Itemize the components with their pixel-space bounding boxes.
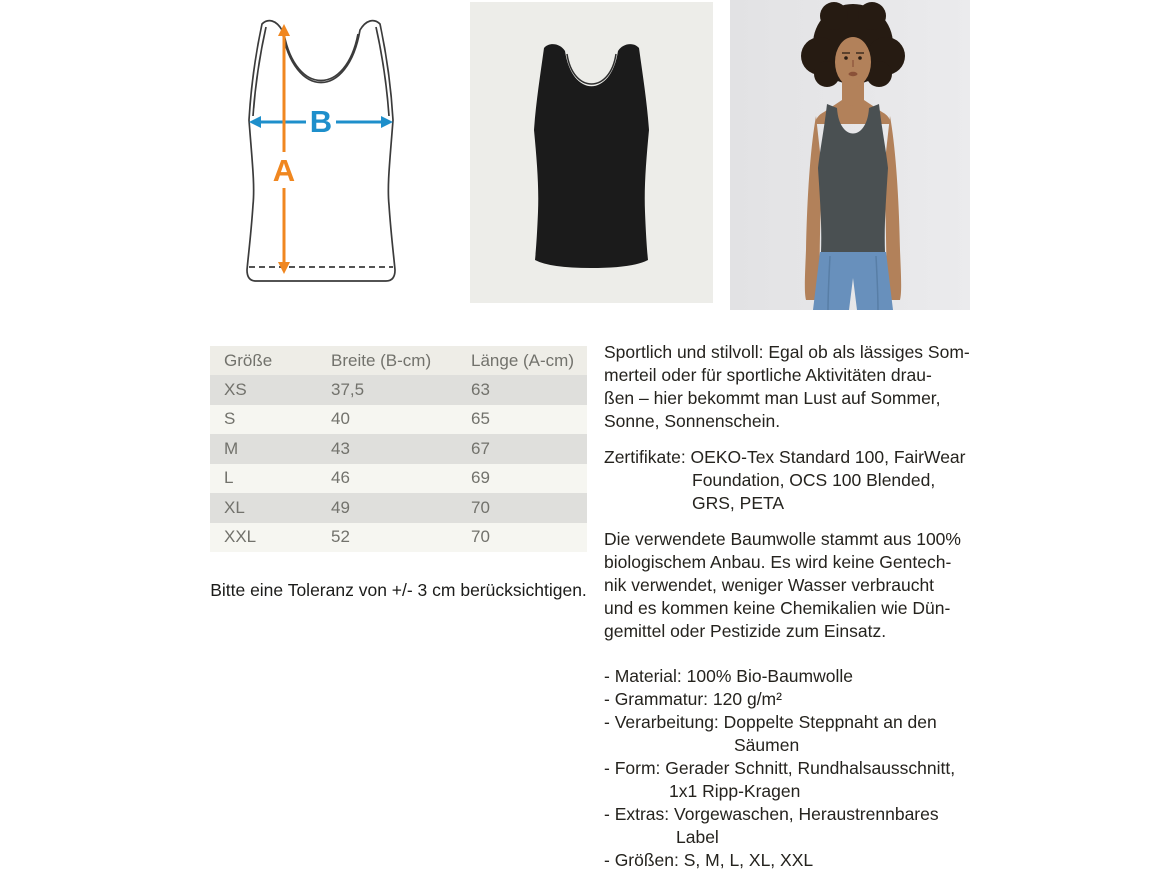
text-line: Sportlich und stilvoll: Egal ob als lässiges Som- xyxy=(604,342,970,362)
model-wearing-tank-top-image xyxy=(730,0,970,310)
tolerance-note: Bitte eine Toleranz von +/- 3 cm berücksichtigen. xyxy=(210,580,587,600)
tank-top-measurement-diagram xyxy=(196,0,446,310)
text-line: - Material: 100% Bio-Baumwolle xyxy=(604,666,853,686)
text-line: Die verwendete Baumwolle stammt aus 100% xyxy=(604,529,961,549)
size-table-cell: 52 xyxy=(331,527,350,547)
text-line: - Größen: S, M, L, XL, XXL xyxy=(604,850,814,870)
text-line: Label xyxy=(676,827,719,847)
size-table-cell: 67 xyxy=(471,438,490,458)
size-table-cell: 70 xyxy=(471,527,490,547)
size-table-cell: M xyxy=(224,438,239,458)
width-label-b: B xyxy=(309,104,333,139)
table-row xyxy=(210,375,587,405)
text-line: 1x1 Ripp-Kragen xyxy=(669,781,801,801)
size-table-cell: 63 xyxy=(471,379,490,399)
size-table-cell: S xyxy=(224,409,236,429)
size-table-cell: XXL xyxy=(224,527,257,547)
length-label-a: A xyxy=(272,153,296,188)
text-line: - Extras: Vorgewaschen, Heraustrennbares xyxy=(604,804,939,824)
size-table-header: Länge (A-cm) xyxy=(470,346,587,375)
description-specs xyxy=(604,665,989,872)
tank-top-outline xyxy=(247,21,395,281)
size-table-block xyxy=(210,346,587,601)
size-table-cell: 37,5 xyxy=(331,379,365,399)
size-table-header-row xyxy=(210,346,587,375)
table-row xyxy=(210,434,587,464)
text-line: Zertifikate: OEKO-Tex Standard 100, FairWear xyxy=(604,447,966,467)
black-tank-top-image xyxy=(470,2,713,303)
text-line: Säumen xyxy=(734,735,800,755)
description-cotton xyxy=(604,528,989,643)
text-line: nik verwendet, weniger Wasser verbraucht xyxy=(604,575,935,595)
text-line: merteil oder für sportliche Aktivitäten drau- xyxy=(604,365,932,385)
description-intro xyxy=(604,341,989,433)
size-table-cell: 46 xyxy=(331,468,350,488)
text-line: - Grammatur: 120 g/m² xyxy=(604,689,782,709)
size-table xyxy=(210,346,587,552)
description-certificates xyxy=(604,446,989,515)
size-table-cell: 69 xyxy=(471,468,490,488)
table-row xyxy=(210,493,587,523)
model-photo[interactable] xyxy=(730,0,970,310)
table-row xyxy=(210,405,587,435)
product-photo[interactable] xyxy=(470,2,713,303)
text-line: - Verarbeitung: Doppelte Steppnaht an den xyxy=(604,712,937,732)
size-table-cell: 40 xyxy=(331,409,350,429)
size-table-header: Größe xyxy=(210,346,330,375)
text-line: GRS, PETA xyxy=(692,493,785,513)
size-table-cell: XS xyxy=(224,379,247,399)
text-line: Sonne, Sonnenschein. xyxy=(604,411,781,431)
size-table-header: Breite (B-cm) xyxy=(330,346,470,375)
size-table-cell: 65 xyxy=(471,409,490,429)
size-table-cell: 70 xyxy=(471,497,490,517)
size-table-cell: 43 xyxy=(331,438,350,458)
table-row xyxy=(210,523,587,553)
size-table-cell: XL xyxy=(224,497,245,517)
size-table-cell: 49 xyxy=(331,497,350,517)
text-line: ßen – hier bekommt man Lust auf Sommer, xyxy=(604,388,941,408)
text-line: - Form: Gerader Schnitt, Rundhalsausschnitt, xyxy=(604,758,956,778)
text-line: Foundation, OCS 100 Blended, xyxy=(692,470,936,490)
size-diagram xyxy=(196,0,446,310)
product-description xyxy=(604,341,989,872)
size-table-cell: L xyxy=(224,468,234,488)
text-line: und es kommen keine Chemikalien wie Dün- xyxy=(604,598,951,618)
table-row xyxy=(210,464,587,494)
text-line: biologischem Anbau. Es wird keine Gentech- xyxy=(604,552,952,572)
text-line: gemittel oder Pestizide zum Einsatz. xyxy=(604,621,887,641)
